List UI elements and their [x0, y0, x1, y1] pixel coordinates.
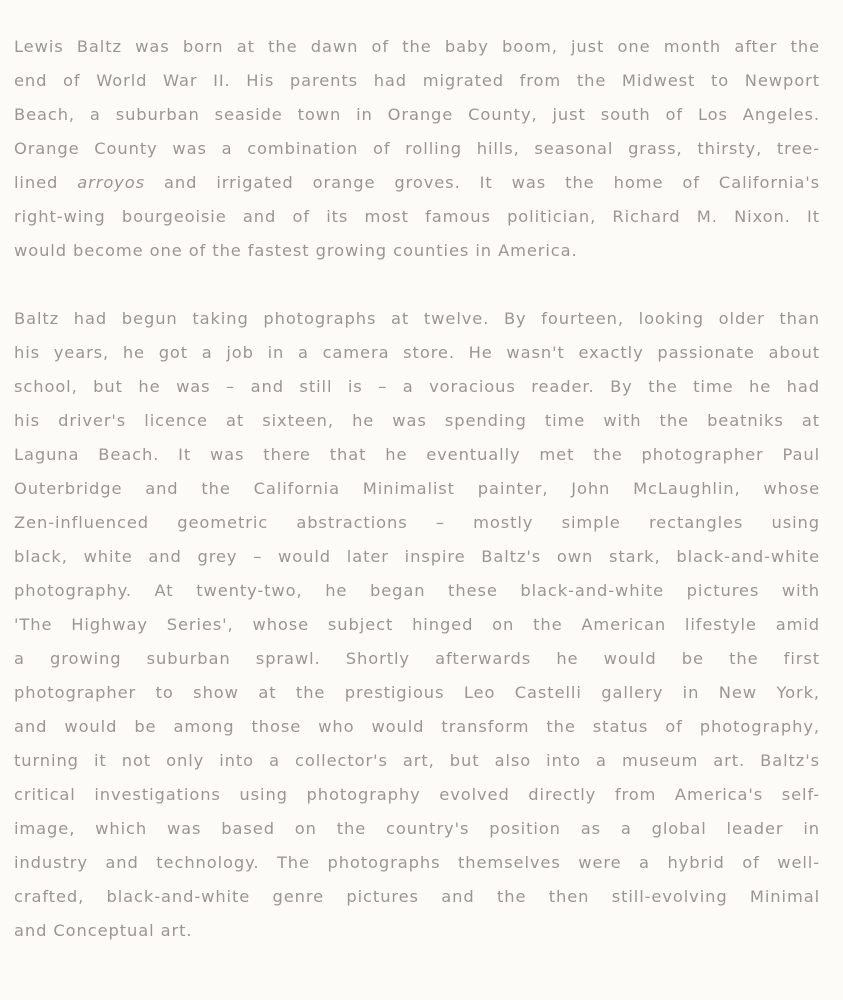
text-line: Zen-influenced geometric abstractions – mostly simple rectangles using — [14, 513, 820, 532]
text-line: turning it not only into a collector's art, but also into a museum art. Baltz's — [14, 751, 820, 770]
text-line: industry and technology. The photographs themselves were a hybrid of well- — [14, 853, 820, 872]
text-line: Baltz had begun taking photographs at twelve. By fourteen, looking older than — [14, 309, 820, 328]
paragraph-2 — [14, 302, 820, 948]
text-line: and would be among those who would transform the status of photography, — [14, 717, 820, 736]
text-line: black, white and grey – would later inspire Baltz's own stark, black-and-white — [14, 547, 820, 566]
text-line: Outerbridge and the California Minimalist painter, John McLaughlin, whose — [14, 479, 820, 498]
text-line: school, but he was – and still is – a voracious reader. By the time he had — [14, 377, 820, 396]
text-line: a growing suburban sprawl. Shortly afterwards he would be the first — [14, 649, 820, 668]
text-line: photography. At twenty-two, he began these black-and-white pictures with — [14, 581, 820, 600]
paragraph-spacer — [14, 268, 820, 302]
text-line: would become one of the fastest growing counties in America. — [14, 241, 578, 260]
text-line: end of World War II. His parents had migrated from the Midwest to Newport — [14, 71, 820, 90]
text-line: Laguna Beach. It was there that he eventually met the photographer Paul — [14, 445, 820, 464]
paragraph-1 — [14, 30, 820, 268]
text-line: Beach, a suburban seaside town in Orange County, just south of Los Angeles. — [14, 105, 820, 124]
text-line: critical investigations using photography evolved directly from America's self- — [14, 785, 820, 804]
text-line: and Conceptual art. — [14, 921, 193, 940]
text-line: Orange County was a combination of rolling hills, seasonal grass, thirsty, tree- — [14, 139, 820, 158]
text-line: 'The Highway Series', whose subject hinged on the American lifestyle amid — [14, 615, 820, 634]
text-line: his years, he got a job in a camera store. He wasn't exactly passionate about — [14, 343, 820, 362]
text-line: crafted, black-and-white genre pictures and the then still-evolving Minimal — [14, 887, 820, 906]
document-page — [14, 30, 820, 948]
text-line: lined arroyos and irrigated orange groves. It was the home of California's — [14, 173, 820, 192]
text-line: photographer to show at the prestigious Leo Castelli gallery in New York, — [14, 683, 820, 702]
text-line: image, which was based on the country's position as a global leader in — [14, 819, 820, 838]
text-line: his driver's licence at sixteen, he was spending time with the beatniks at — [14, 411, 820, 430]
text-line: right-wing bourgeoisie and of its most famous politician, Richard M. Nixon. It — [14, 207, 820, 226]
text-line: Lewis Baltz was born at the dawn of the baby boom, just one month after the — [14, 37, 820, 56]
